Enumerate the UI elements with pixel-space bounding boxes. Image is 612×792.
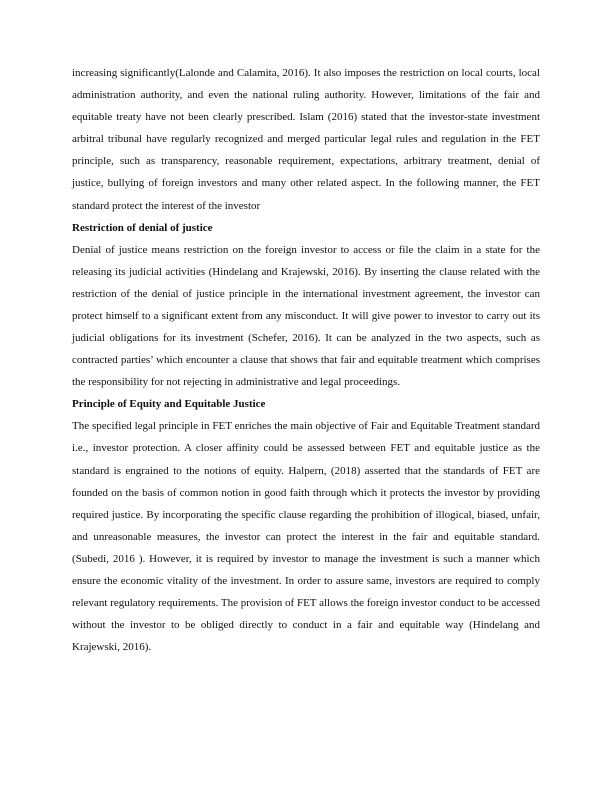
paragraph-equity-justice: The specified legal principle in FET enriches the main objective of Fair and Equitable Treatment standard i.e., investor protection. A closer affinity could be assessed between FET and equitable justice as the standard is engrained to the notions of equity. Halpern, (2018) asserted that the standards of FET are founded on the basis of common notion in good faith through which it protects the investor by providing required justice. By incorporating the specific clause regarding the prohibition of illogical, biased, unfair, and unreasonable measures, the investor can protect the interest in the fair and equitable standard. (Subedi, 2016 ). However, it is required by investor to manage the investment is such a manner which ensure the economic vitality of the investment. In order to assure same, investors are required to comply relevant regulatory requirements. The provision of FET allows the foreign investor conduct to be accessed without the investor to be obliged directly to conduct in a fair and equitable way (Hindelang and Krajewski, 2016).	[72, 420, 540, 654]
document-page	[72, 62, 540, 658]
paragraph-denial-of-justice: Denial of justice means restriction on the foreign investor to access or file the claim in a state for the releasing its judicial activities (Hindelang and Krajewski, 2016). By inserting the clause related with the restriction of the denial of justice principle in the international investment agreement, the investor can protect himself to a significant extent from any misconduct. It will give power to investor to carry out its judicial obligations for its investment (Schefer, 2016). It can be analyzed in the two aspects, such as contracted parties’ which encounter a clause that shows that fair and equitable treatment which comprises the responsibility for not rejecting in administrative and legal proceedings.	[72, 243, 540, 389]
paragraph-intro: increasing significantly(Lalonde and Calamita, 2016). It also imposes the restriction on local courts, local administration authority, and even the national ruling authority. However, limitations of the fair and equitable treaty have not been clearly prescribed. Islam (2016) stated that the investor-state investment arbitral tribunal have regularly recognized and merged particular legal rules and regulation in the FET principle, such as transparency, reasonable requirement, expectations, arbitrary treatment, denial of justice, bullying of foreign investors and many other related aspect. In the following manner, the FET standard protect the interest of the investor	[72, 67, 540, 212]
heading-equity-justice: Principle of Equity and Equitable Justice	[72, 398, 266, 411]
heading-denial-of-justice: Restriction of denial of justice	[72, 221, 213, 234]
